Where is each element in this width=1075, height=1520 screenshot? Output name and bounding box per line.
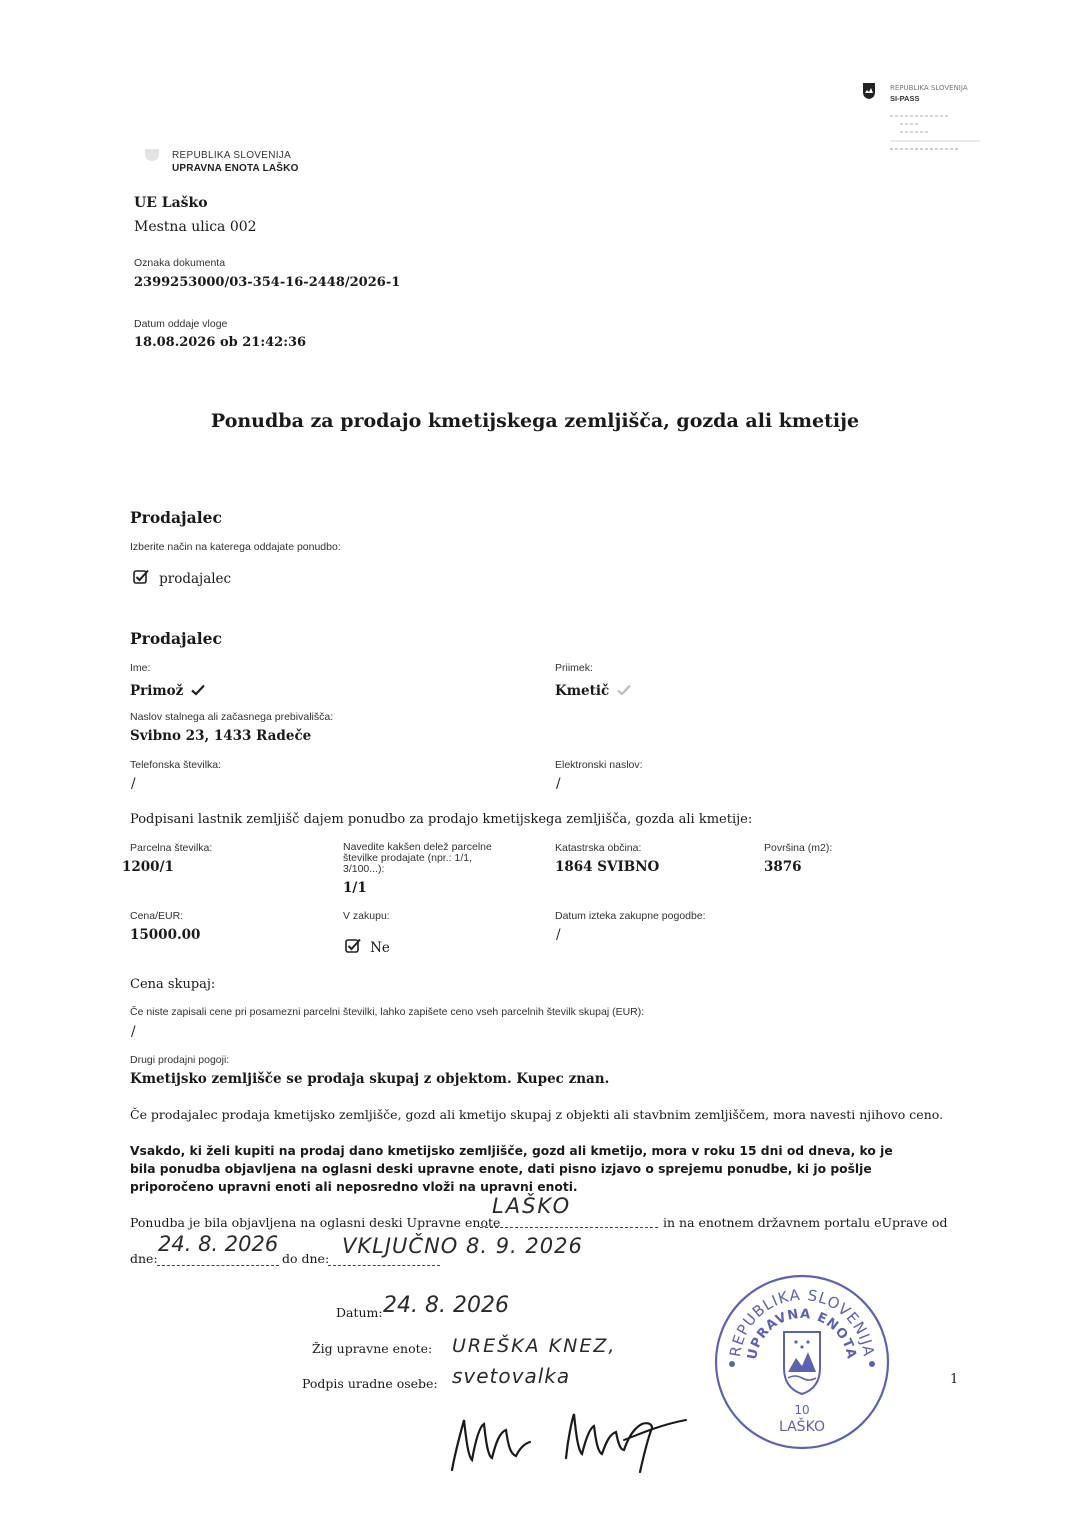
faded-signature-lines <box>890 112 980 154</box>
checkbox-checked-icon <box>345 938 362 958</box>
parcel-share-value: 1/1 <box>343 880 367 896</box>
checkbox-checked-icon <box>133 569 150 589</box>
total-heading: Cena skupaj: <box>130 977 216 992</box>
from-handwritten: 24. 8. 2026 <box>158 1232 279 1256</box>
area-value: 3876 <box>764 859 802 875</box>
municipality-label: Katastrska občina: <box>555 842 642 854</box>
submitted-value: 18.08.2026 ob 21:42:36 <box>134 335 307 350</box>
verified-check-icon <box>617 681 631 700</box>
lease-end-label: Datum izteka zakupne pogodbe: <box>555 910 706 922</box>
date-handwritten: 24. 8. 2026 <box>383 1293 509 1318</box>
municipality-value: 1864 SVIBNO <box>555 859 660 875</box>
handwritten-signature <box>448 1398 688 1478</box>
stamp-number: 10 <box>794 1403 810 1417</box>
first-name-value: Primož <box>130 683 184 699</box>
header-unit: UPRAVNA ENOTA LAŠKO <box>172 163 299 174</box>
note-text: Če prodajalec prodaja kmetijsko zemljišče, gozd ali kmetijo skupaj z objekti ali stavbnim zemljiščem, mora navesti njihovo ceno. <box>130 1107 944 1122</box>
page-number: 1 <box>950 1372 959 1387</box>
doc-ref-label: Oznaka dokumenta <box>134 257 226 269</box>
parcel-share-label: Navedite kakšen delež parcelne številke prodajate (npr.: 1/1, 3/100...): <box>343 841 492 875</box>
last-name-label: Priimek: <box>555 662 593 674</box>
sipass-line2: SI-PASS <box>890 94 920 103</box>
seller-heading: Prodajalec <box>130 629 222 648</box>
lease-label: V zakupu: <box>343 910 390 922</box>
publication-text-before: Ponudba je bila objavljena na oglasni deski Upravne enote <box>130 1215 501 1230</box>
total-label: Če niste zapisali cene pri posamezni parcelni številki, lahko zapišete ceno vseh parcelnih številk skupaj (EUR): <box>130 1006 645 1018</box>
submitted-label: Datum oddaje vloge <box>134 318 228 330</box>
address-value: Svibno 23, 1433 Radeče <box>130 728 312 744</box>
verified-check-icon <box>191 681 205 700</box>
phone-value: / <box>131 776 136 792</box>
publication-unit-handwritten: LAŠKO <box>492 1194 572 1218</box>
phone-label: Telefonska številka: <box>130 759 222 771</box>
coat-of-arms-icon <box>143 147 161 166</box>
page-title: Ponudba za prodajo kmetijskega zemljišča, gozda ali kmetije <box>210 410 860 432</box>
area-label: Površina (m2): <box>764 842 833 854</box>
to-handwritten: VKLJUČNO 8. 9. 2026 <box>342 1234 583 1258</box>
last-name-value: Kmetič <box>555 683 610 699</box>
price-value: 15000.00 <box>130 927 201 943</box>
stamp-place: LAŠKO <box>778 1419 826 1435</box>
stamp-label: Žig upravne enote: <box>312 1341 433 1356</box>
parcel-number-value: 1200/1 <box>122 859 174 875</box>
to-label: do dne: <box>282 1251 330 1266</box>
seller-mode-label: Izberite način na katerega oddajate ponudbo: <box>130 541 341 553</box>
from-label: dne: <box>130 1251 158 1266</box>
address-label: Naslov stalnega ali začasnega prebivališča: <box>130 711 334 723</box>
official-handwritten-2: svetovalka <box>452 1364 571 1388</box>
lease-end-value: / <box>556 927 561 943</box>
coat-of-arms-icon <box>784 1332 820 1394</box>
seller-mode-heading: Prodajalec <box>130 508 222 527</box>
signature-label: Podpis uradne osebe: <box>302 1376 438 1391</box>
stamp-inner-text: UPRAVNA ENOTA <box>745 1306 859 1361</box>
last-name-row <box>555 680 631 700</box>
parcel-number-label: Parcelna številka: <box>130 842 213 854</box>
email-label: Elektronski naslov: <box>555 759 643 771</box>
conditions-value: Kmetijsko zemljišče se prodaja skupaj z objektom. Kupec znan. <box>130 1071 610 1087</box>
stamp-outer-text: REPUBLIKA SLOVENIJA <box>726 1285 878 1359</box>
publication-text-after: in na enotnem državnem portalu eUprave od <box>663 1215 948 1230</box>
official-stamp <box>712 1272 892 1452</box>
date-label: Datum: <box>336 1305 383 1320</box>
notice-text: Vsakdo, ki želi kupiti na prodaj dano kmetijsko zemljišče, gozd ali kmetijo, mora v roku 15 dni od dneva, ko je bila ponudba objavljena na oglasni deski upravne enote, dati pisno izjavo o sprejemu ponudbe, ki jo pošlje priporočeno upravni enoti ali neposredno vloži na upravni enoti. <box>130 1144 893 1194</box>
official-handwritten-1: UREŠKA KNEZ, <box>452 1335 617 1357</box>
conditions-label: Drugi prodajni pogoji: <box>130 1054 230 1066</box>
sipass-line1: REPUBLIKA SLOVENIJA <box>890 84 968 92</box>
office-street: Mestna ulica 002 <box>134 219 257 235</box>
first-name-row <box>130 680 205 700</box>
seller-mode-option: prodajalec <box>159 571 232 587</box>
seller-mode-checkbox[interactable] <box>133 568 231 589</box>
doc-ref-value: 2399253000/03-354-16-2448/2026-1 <box>134 275 401 290</box>
price-label: Cena/EUR: <box>130 910 184 922</box>
total-value: / <box>131 1024 136 1040</box>
office-name: UE Laško <box>134 195 208 211</box>
statement-text: Podpisani lastnik zemljišč dajem ponudbo za prodajo kmetijskega zemljišča, gozda ali kmetije: <box>130 812 753 827</box>
first-name-label: Ime: <box>130 662 151 674</box>
lease-checkbox[interactable] <box>345 937 390 958</box>
lease-value: Ne <box>370 940 390 956</box>
header-republic: REPUBLIKA SLOVENIJA <box>172 150 292 161</box>
email-value: / <box>556 776 561 792</box>
coat-of-arms-icon <box>862 82 876 104</box>
